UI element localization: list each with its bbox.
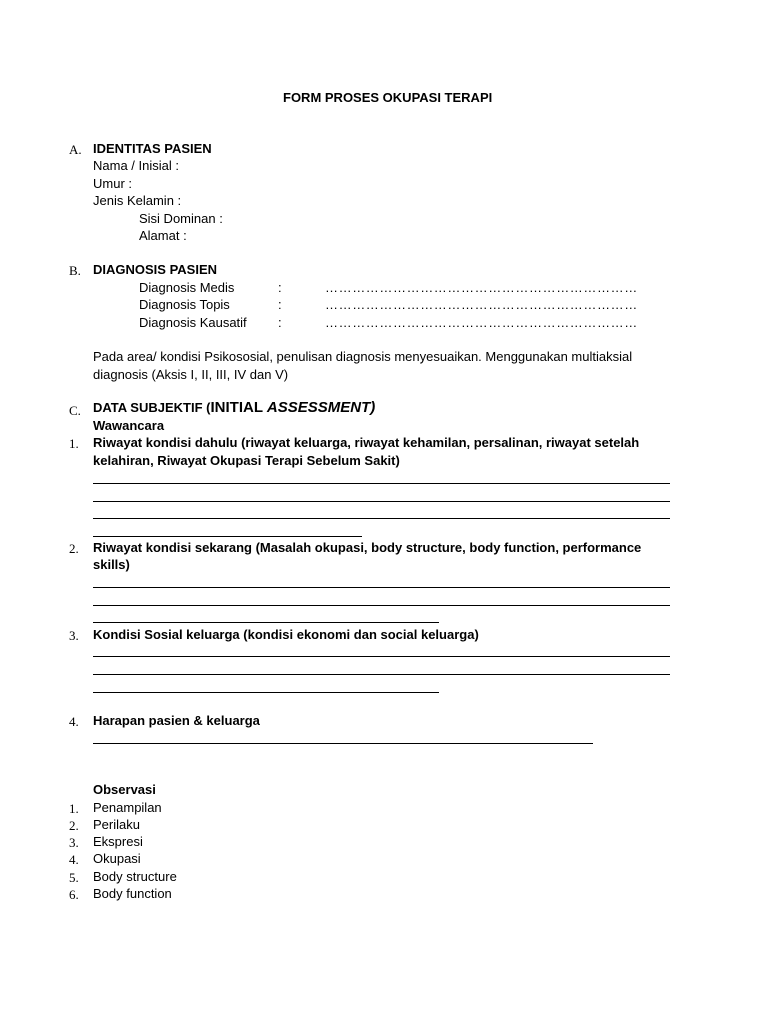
answer-line[interactable] — [93, 483, 670, 484]
answer-line[interactable] — [93, 622, 439, 623]
field-nama: Nama / Inisial : — [93, 158, 179, 173]
item-3-number: 3. — [69, 628, 79, 643]
observasi-heading: Observasi — [93, 782, 156, 797]
observasi-5-label: Body structure — [93, 869, 177, 884]
observasi-6-label: Body function — [93, 886, 172, 901]
diagnosis-kausatif-dots: …………………………………………………………… — [325, 315, 638, 330]
answer-line[interactable] — [93, 674, 670, 675]
page-title: FORM PROSES OKUPASI TERAPI — [283, 90, 493, 105]
section-c-heading — [93, 399, 375, 416]
diagnosis-note-line2: diagnosis (Aksis I, II, III, IV dan V) — [93, 367, 289, 382]
observasi-1-number: 1. — [69, 801, 79, 816]
field-alamat: Alamat : — [139, 228, 187, 243]
field-jenis-kelamin: Jenis Kelamin : — [93, 193, 182, 208]
diagnosis-topis-label: Diagnosis Topis — [139, 297, 230, 312]
item-2-number: 2. — [69, 541, 79, 556]
item-2-line1: Riwayat kondisi sekarang (Masalah okupasi, body structure, body function, performance — [93, 540, 642, 555]
section-c-heading-initial: INITIAL — [210, 399, 267, 416]
answer-line[interactable] — [93, 518, 670, 519]
diagnosis-medis-dots: …………………………………………………………… — [325, 280, 638, 295]
item-1-line1: Riwayat kondisi dahulu (riwayat keluarga, riwayat kehamilan, persalinan, riwayat setelah — [93, 435, 640, 450]
field-umur: Umur : — [93, 176, 132, 191]
section-c-heading-assessment: ASSESSMENT — [266, 399, 371, 416]
section-a-heading: IDENTITAS PASIEN — [93, 141, 212, 156]
diagnosis-topis-dots: …………………………………………………………… — [325, 297, 638, 312]
observasi-2-number: 2. — [69, 818, 79, 833]
observasi-4-label: Okupasi — [93, 851, 141, 866]
observasi-3-label: Ekspresi — [93, 834, 143, 849]
section-c-marker: C. — [69, 403, 81, 418]
diagnosis-kausatif-label: Diagnosis Kausatif — [139, 315, 247, 330]
answer-line[interactable] — [93, 743, 593, 744]
item-4-number: 4. — [69, 714, 79, 729]
diagnosis-kausatif-colon: : — [278, 315, 282, 330]
item-1-number: 1. — [69, 436, 79, 451]
section-b-heading: DIAGNOSIS PASIEN — [93, 262, 218, 277]
section-c-heading-suffix: ) — [370, 399, 376, 416]
observasi-1-label: Penampilan — [93, 800, 162, 815]
answer-line[interactable] — [93, 501, 670, 502]
observasi-4-number: 4. — [69, 852, 79, 867]
observasi-3-number: 3. — [69, 835, 79, 850]
answer-line[interactable] — [93, 656, 670, 657]
diagnosis-medis-label: Diagnosis Medis — [139, 280, 235, 295]
answer-line[interactable] — [93, 692, 439, 693]
diagnosis-topis-colon: : — [278, 297, 282, 312]
observasi-2-label: Perilaku — [93, 817, 140, 832]
answer-line[interactable] — [93, 536, 362, 537]
observasi-5-number: 5. — [69, 870, 79, 885]
answer-line[interactable] — [93, 587, 670, 588]
section-a-marker: A. — [69, 142, 82, 157]
wawancara-heading: Wawancara — [93, 418, 165, 433]
answer-line[interactable] — [93, 605, 670, 606]
item-4-line1: Harapan pasien & keluarga — [93, 713, 260, 728]
item-1-line2: kelahiran, Riwayat Okupasi Terapi Sebelum Sakit) — [93, 453, 400, 468]
section-b-marker: B. — [69, 263, 81, 278]
field-sisi-dominan: Sisi Dominan : — [139, 211, 223, 226]
item-2-line2: skills) — [93, 557, 130, 572]
observasi-6-number: 6. — [69, 887, 79, 902]
item-3-line1: Kondisi Sosial keluarga (kondisi ekonomi dan social keluarga) — [93, 627, 479, 642]
section-c-heading-prefix: DATA SUBJEKTIF ( — [93, 400, 211, 415]
diagnosis-medis-colon: : — [278, 280, 282, 295]
diagnosis-note-line1: Pada area/ kondisi Psikososial, penulisan diagnosis menyesuaikan. Menggunakan multiaksial — [93, 349, 633, 364]
